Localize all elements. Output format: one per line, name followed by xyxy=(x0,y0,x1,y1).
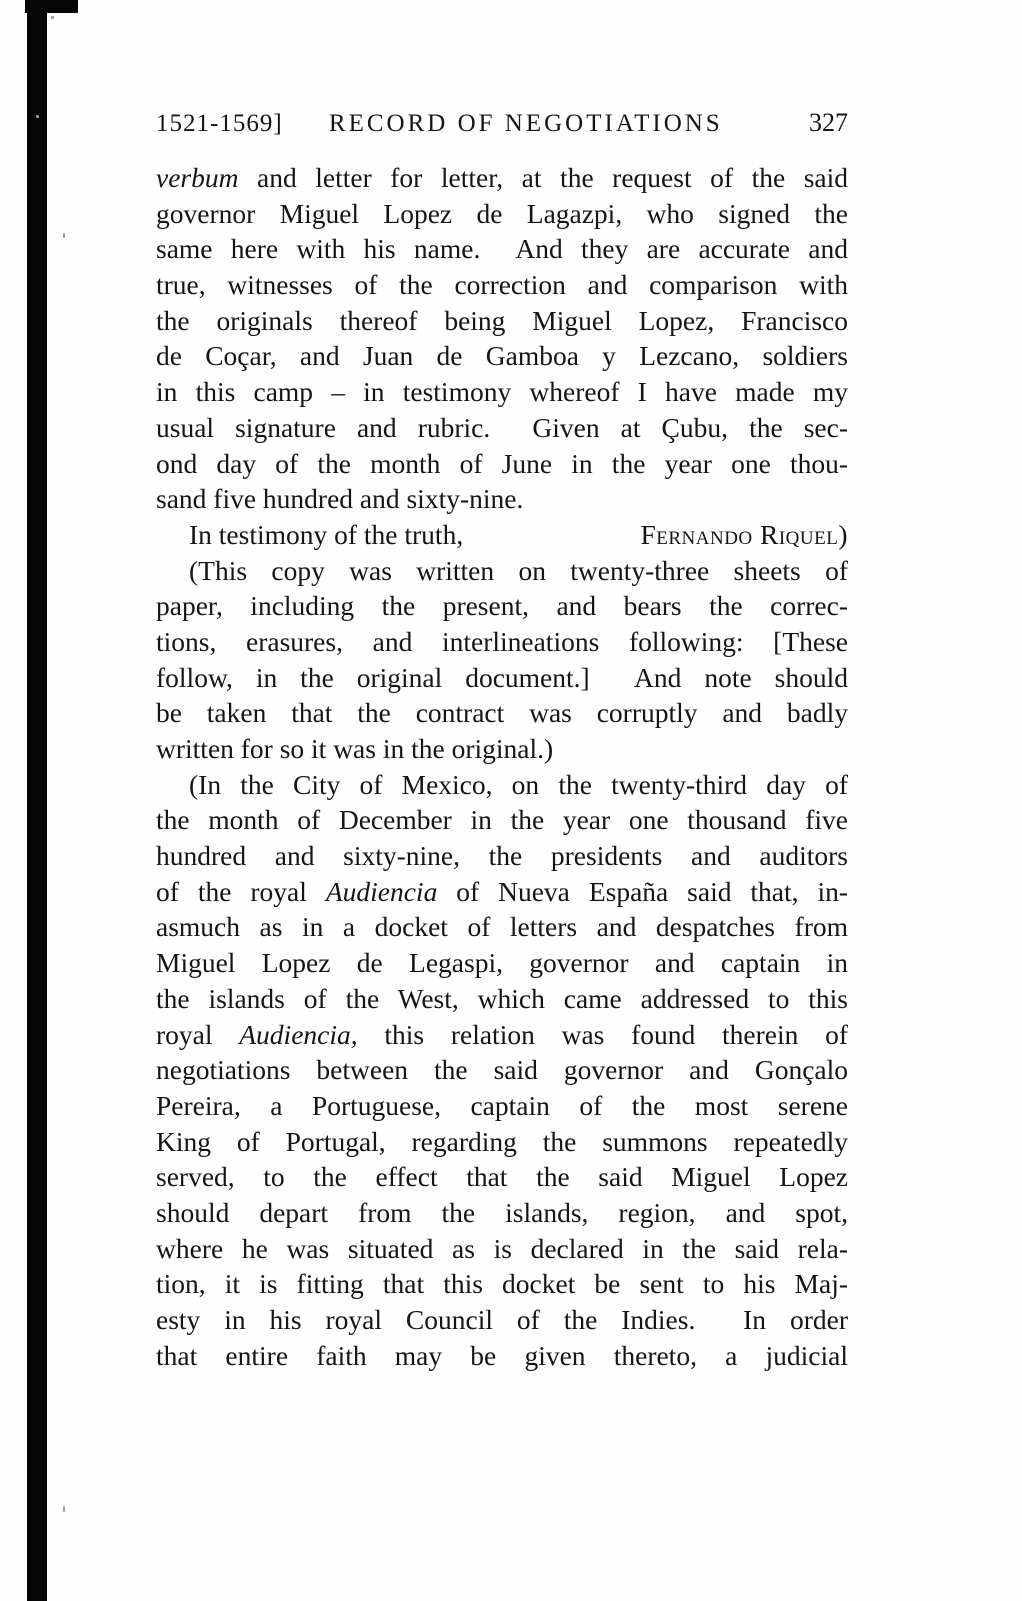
text-segment: governor Miguel Lopez de Lagazpi, who signed the xyxy=(156,197,848,229)
text-segment: of Nueva España said that, in- xyxy=(437,875,848,907)
text-segment: asmuch as in a docket of letters and despatches from xyxy=(156,911,848,943)
text-line xyxy=(156,1195,848,1231)
text-line xyxy=(156,553,848,589)
text-line xyxy=(156,1159,848,1195)
scan-speck xyxy=(51,16,54,19)
text-segment: tion, it is fitting that this docket be sent to his Maj- xyxy=(156,1268,848,1300)
scan-speck xyxy=(36,115,39,118)
text-segment: verbum xyxy=(156,162,239,193)
text-line xyxy=(156,767,848,803)
header-title: RECORD OF NEGOTIATIONS xyxy=(328,110,723,137)
text-segment: sand five hundred and sixty-nine. xyxy=(156,483,524,515)
text-segment: de Coçar, and Juan de Gamboa y Lezcano, soldiers xyxy=(156,340,848,372)
text-segment: esty in his royal Council of the Indies. In order xyxy=(156,1304,848,1335)
text-segment: Pereira, a Portuguese, captain of the most serene xyxy=(156,1089,848,1121)
text-line xyxy=(156,481,848,517)
running-head xyxy=(156,108,848,139)
text-segment: Miguel Lopez de Legaspi, governor and captain in xyxy=(156,947,848,979)
text-line xyxy=(156,588,848,624)
text-segment: true, witnesses of the correction and comparison with xyxy=(156,269,848,301)
text-segment: served, to the effect that the said Miguel Lopez xyxy=(156,1161,848,1193)
text-line xyxy=(156,909,848,945)
text-segment: paper, including the present, and bears the correc- xyxy=(156,590,848,622)
text-segment: King of Portugal, regarding the summons repeatedly xyxy=(156,1125,848,1157)
text-line xyxy=(156,231,848,267)
text-segment: In testimony of the truth, xyxy=(189,518,464,550)
text-line xyxy=(156,1088,848,1124)
text-line xyxy=(156,624,848,660)
header-date-range: 1521-1569] xyxy=(156,110,283,137)
text-line xyxy=(156,303,848,339)
scan-speck xyxy=(63,233,65,238)
page-content xyxy=(156,108,848,1373)
text-line xyxy=(156,1124,848,1160)
text-segment: that entire faith may be given thereto, a judicial xyxy=(156,1339,848,1371)
text-line xyxy=(156,1052,848,1088)
text-line xyxy=(156,410,848,446)
text-segment: the month of December in the year one thousand five xyxy=(156,804,848,836)
header-page-number: 327 xyxy=(808,108,848,137)
text-line xyxy=(156,196,848,232)
text-segment: of the royal xyxy=(156,875,326,907)
text-segment: royal xyxy=(156,1018,240,1050)
text-line xyxy=(156,1266,848,1302)
text-line xyxy=(156,695,848,731)
text-line xyxy=(156,945,848,981)
text-segment: ond day of the month of June in the year one thou- xyxy=(156,447,848,479)
text-line xyxy=(156,1338,848,1374)
text-segment: hundred and sixty-nine, the presidents and auditors xyxy=(156,840,848,872)
text-segment: follow, in the original document.] And note should xyxy=(156,661,848,693)
text-segment: (This copy was written on twenty-three sheets of xyxy=(189,554,848,586)
text-line xyxy=(156,1231,848,1267)
text-segment: written for so it was in the original.) xyxy=(156,733,554,764)
text-line xyxy=(156,874,848,910)
text-segment: Audiencia, xyxy=(239,1018,358,1050)
text-line xyxy=(156,981,848,1017)
text-segment: in this camp – in testimony whereof I have made my xyxy=(156,376,848,408)
text-line xyxy=(156,838,848,874)
text-line xyxy=(156,1302,848,1338)
text-segment: the islands of the West, which came addressed to this xyxy=(156,982,848,1014)
text-segment: Audiencia xyxy=(325,875,438,907)
text-segment: same here with his name. And they are accurate and xyxy=(156,233,848,265)
text-segment: where he was situated as is declared in the said rela- xyxy=(156,1232,848,1264)
scan-gutter-blob xyxy=(25,0,78,13)
text-line xyxy=(156,517,848,553)
text-line xyxy=(156,802,848,838)
text-line xyxy=(156,446,848,482)
text-segment: (In the City of Mexico, on the twenty-third day of xyxy=(189,768,848,800)
text-line xyxy=(156,374,848,410)
text-segment: Fernando Riquel) xyxy=(640,518,848,550)
body-text xyxy=(156,160,848,1373)
scan-gutter-bar xyxy=(27,0,47,1601)
text-line xyxy=(156,338,848,374)
text-segment: negotiations between the said governor and Gonçalo xyxy=(156,1054,848,1086)
scan-speck xyxy=(63,1506,65,1512)
text-line xyxy=(156,267,848,303)
text-segment: the originals thereof being Miguel Lopez, Francisco xyxy=(156,304,848,336)
text-line xyxy=(156,1017,848,1053)
text-segment: this relation was found therein of xyxy=(357,1018,848,1050)
text-segment: should depart from the islands, region, and spot, xyxy=(156,1196,848,1228)
text-segment: be taken that the contract was corruptly and badly xyxy=(156,697,848,729)
text-segment: usual signature and rubric. Given at Çubu, the sec- xyxy=(156,411,848,443)
text-segment: tions, erasures, and interlineations following: [These xyxy=(156,625,848,657)
text-segment: and letter for letter, at the request of the said xyxy=(238,162,848,193)
text-line xyxy=(156,660,848,696)
text-line xyxy=(156,160,848,196)
text-line xyxy=(156,731,848,767)
